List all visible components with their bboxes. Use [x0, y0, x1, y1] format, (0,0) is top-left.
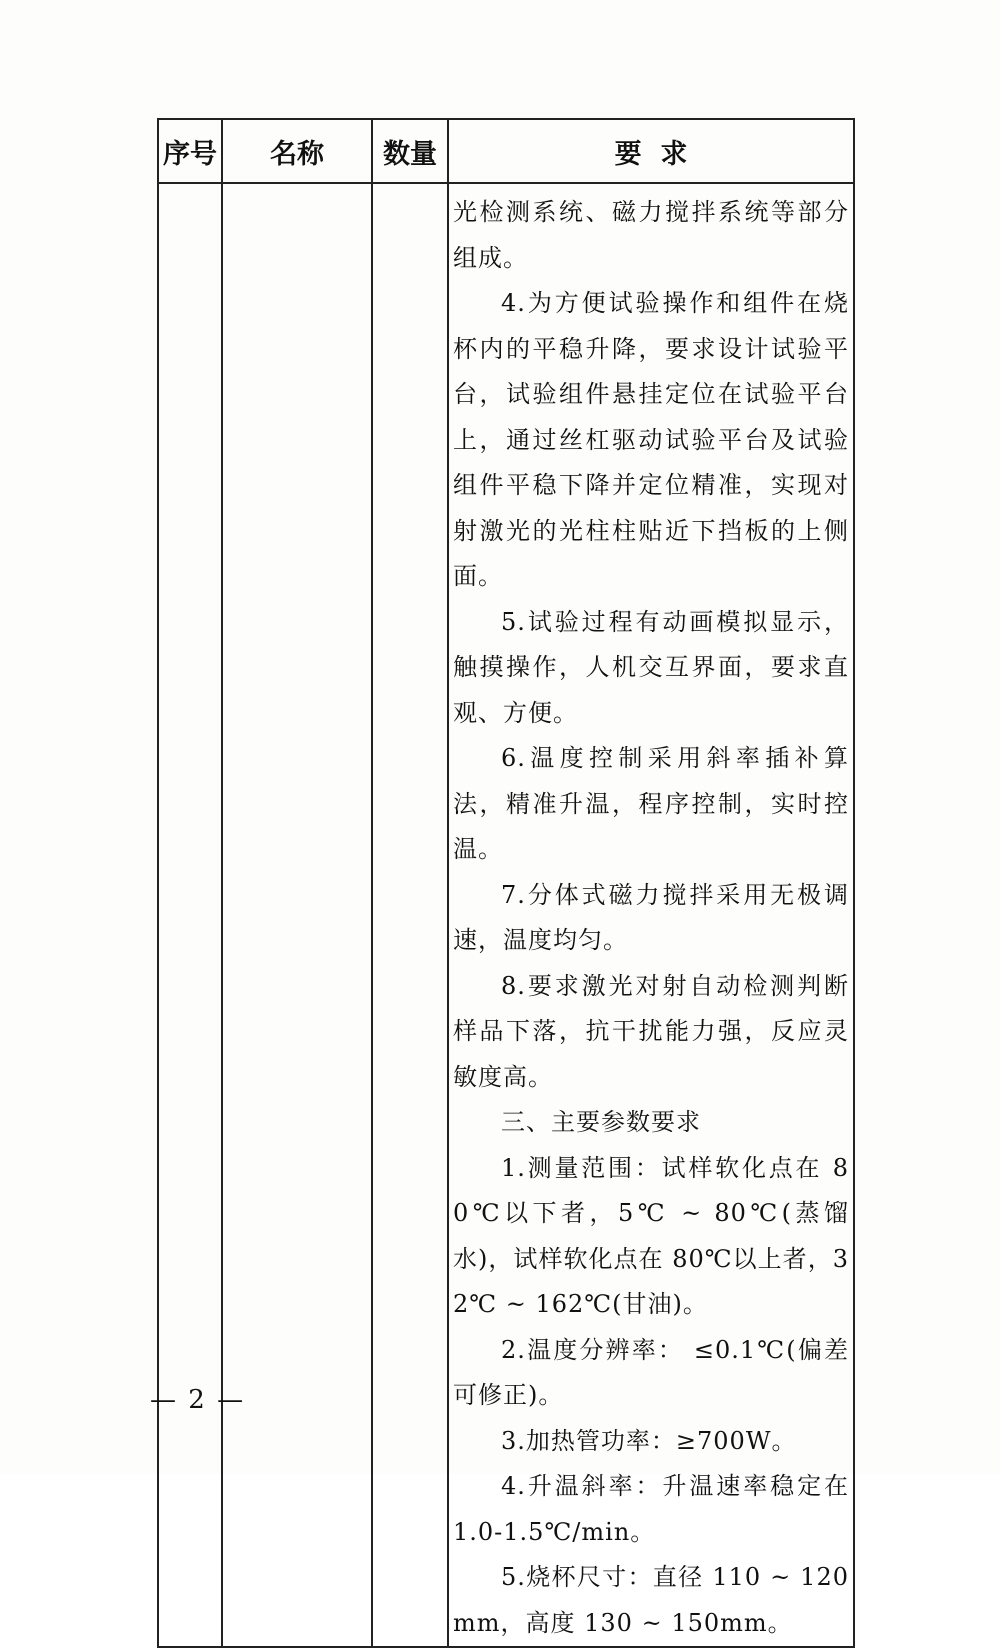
requirement-paragraph: 3.加热管功率：≥700W。: [501, 1426, 797, 1455]
cell-seq: [158, 183, 222, 1647]
requirement-paragraph: 8.要求激光对射自动检测判断样品下落，抗干扰能力强，反应灵敏度高。: [453, 971, 849, 1091]
requirement-paragraph: 1.测量范围：试样软化点在 80℃以下者，5℃ ~ 80℃(蒸馏水)，试样软化点在 80℃以上者，32℃ ~ 162℃(甘油)。: [453, 1153, 849, 1318]
requirement-paragraph: 4.为方便试验操作和组件在烧杯内的平稳升降，要求设计试验平台，试验组件悬挂定位在试验平台上，通过丝杠驱动试验平台及试验组件平稳下降并定位精准，实现对射激光的光柱柱贴近下挡板的上侧面。: [453, 289, 849, 590]
header-requirements: 要 求: [448, 119, 854, 183]
requirement-paragraph: 三、主要参数要求: [501, 1108, 701, 1136]
cell-qty: [372, 183, 448, 1647]
requirements-text: [453, 190, 849, 1646]
header-name: 名称: [222, 119, 372, 183]
header-seq: 序号: [158, 119, 222, 183]
table-row: [158, 183, 854, 1647]
requirement-paragraph: 4.升温斜率：升温速率稳定在 1.0-1.5℃/min。: [453, 1472, 849, 1546]
requirement-paragraph: 2.温度分辨率： ≤0.1℃(偏差可修正)。: [453, 1335, 849, 1409]
requirement-paragraph: 5.烧杯尺寸：直径 110 ~ 120mm，高度 130 ~ 150mm。: [453, 1563, 849, 1637]
cell-requirements: [448, 183, 854, 1647]
requirements-table: [157, 118, 855, 1648]
header-qty: 数量: [372, 119, 448, 183]
table-header-row: [158, 119, 854, 183]
requirement-paragraph: 7.分体式磁力搅拌采用无极调速，温度均匀。: [453, 880, 849, 954]
requirement-paragraph: 6.温度控制采用斜率插补算法，精准升温，程序控制，实时控温。: [453, 744, 849, 863]
cell-name: [222, 183, 372, 1647]
page-number: — 2 —: [150, 1385, 246, 1415]
requirement-paragraph: 光检测系统、磁力搅拌系统等部分组成。: [453, 198, 849, 272]
requirement-paragraph: 5.试验过程有动画模拟显示，触摸操作，人机交互界面，要求直观、方便。: [453, 607, 849, 727]
